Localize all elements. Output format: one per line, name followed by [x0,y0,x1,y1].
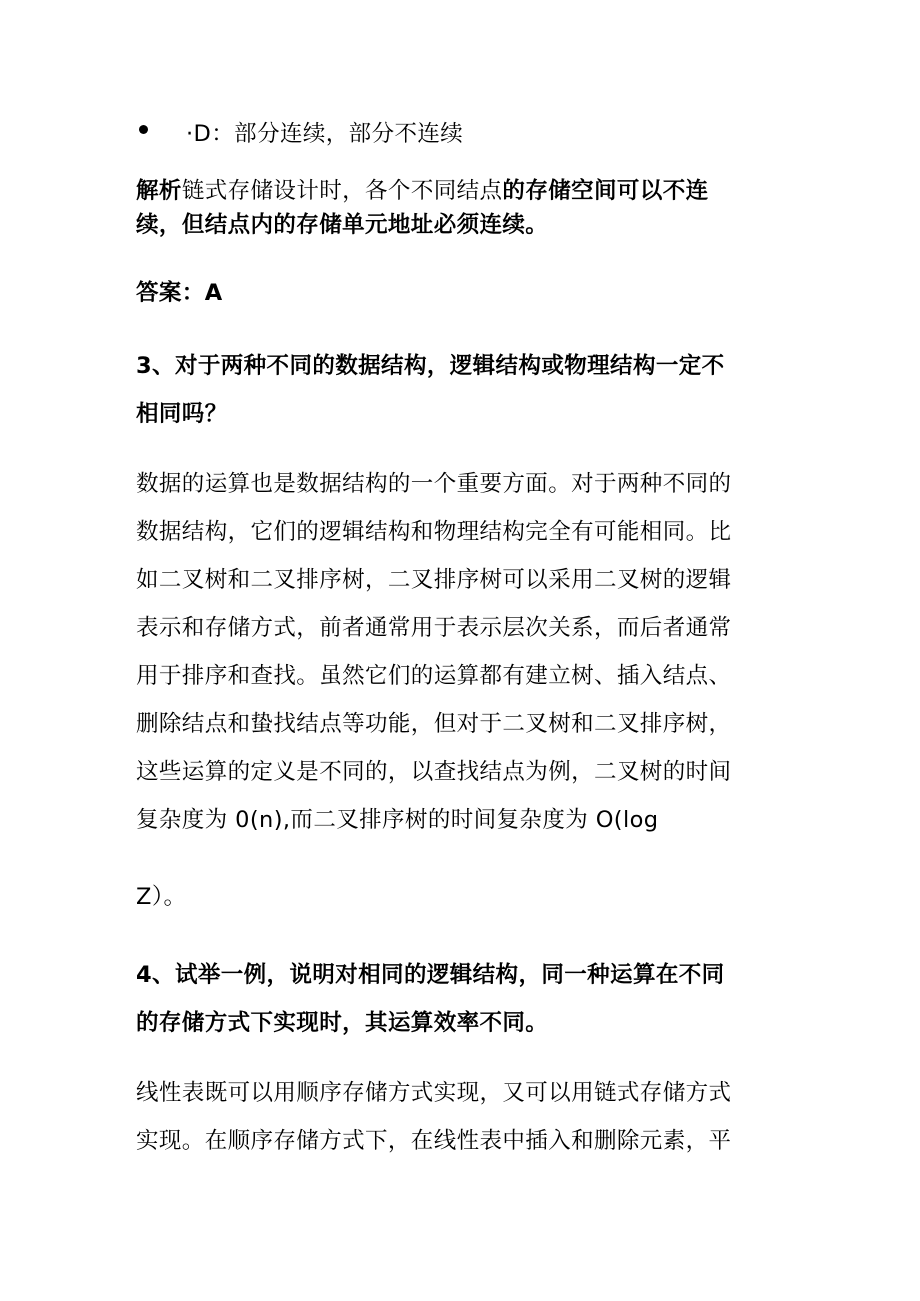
answer-3-line-4: 表示和存储方式，前者通常用于表示层次关系，而后者通常 [136,615,732,641]
question-3-line-1: 3、对于两种不同的数据结构，逻辑结构或物理结构一定不 [136,353,725,379]
answer-3-tail: Z）。 [136,884,187,910]
answer-3-line-1: 数据的运算也是数据结构的一个重要方面。对于两种不同的 [136,471,732,497]
bullet-icon [139,125,148,134]
analysis-line-2: 续，但结点内的存储单元地址必须连续。 [136,212,549,238]
answer-3-line-3: 如二叉树和二叉排序树，二叉排序树可以采用二叉树的逻辑 [136,567,732,593]
question-4-line-1: 4、试举一例，说明对相同的逻辑结构，同一种运算在不同 [136,962,725,988]
answer-3-line-8: 复杂度为 0(n),而二叉排序树的时间复杂度为 O(log [136,807,659,833]
analysis-line-1 [136,176,709,206]
answer-3-line-5: 用于排序和查找。虽然它们的运算都有建立树、插入结点、 [136,663,732,689]
analysis-label: 解析 [136,178,182,204]
answer-3-line-6: 删除结点和蛰找结点等功能，但对于二叉树和二叉排序树， [136,711,732,737]
answer-3-line-2: 数据结构，它们的逻辑结构和物理结构完全有可能相同。比 [136,519,732,545]
answer-3-line-7: 这些运算的定义是不同的，以查找结点为例，二叉树的时间 [136,759,732,785]
answer-text: 答案：A [136,280,223,306]
analysis-text-normal: 链式存储设计时，各个不同结点 [181,178,503,204]
answer-4-line-2: 实现。在顺序存储方式下，在线性表中插入和删除元素，平 [136,1128,732,1154]
answer-4-line-1: 线性表既可以用顺序存储方式实现，又可以用链式存储方式 [136,1080,732,1106]
question-3-line-2: 相同吗？ [136,401,228,427]
option-d-text: ·D：部分连续，部分不连续 [186,121,464,147]
analysis-text-bold: 的存储空间可以不连 [502,178,709,204]
question-4-line-2: 的存储方式下实现时，其运算效率不同。 [136,1010,549,1036]
